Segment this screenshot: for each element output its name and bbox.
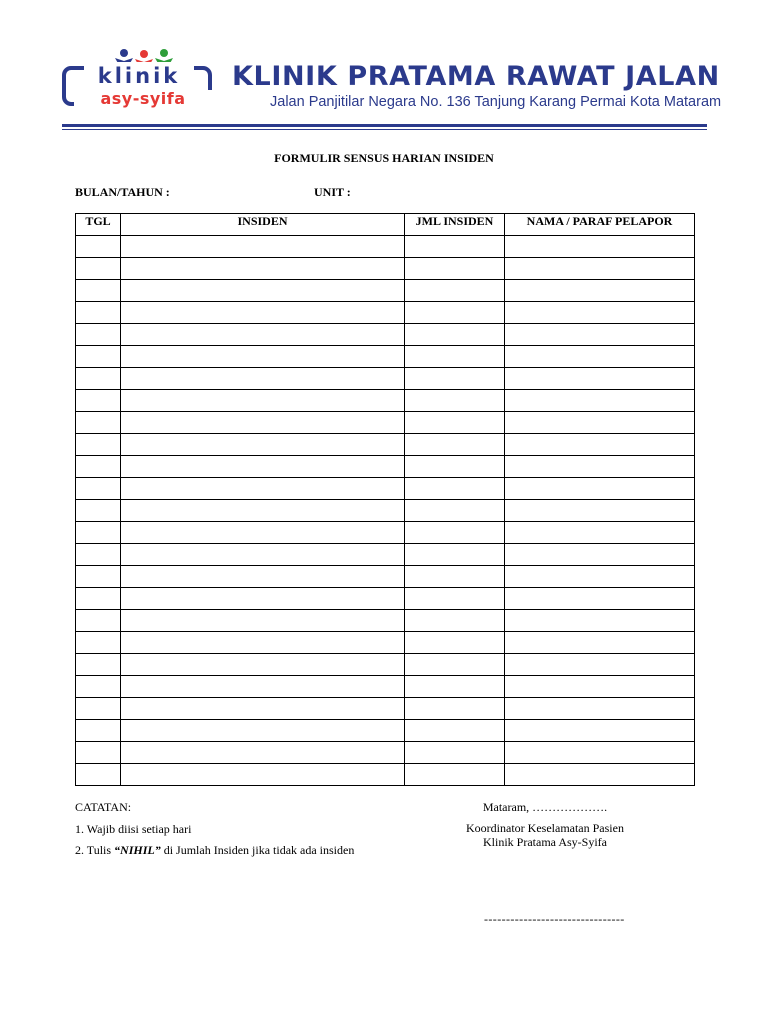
table-row — [76, 280, 695, 302]
cell-date[interactable] — [76, 588, 121, 610]
cell-reporter[interactable] — [505, 654, 695, 676]
cell-incident[interactable] — [121, 610, 405, 632]
table-row — [76, 478, 695, 500]
cell-date[interactable] — [76, 698, 121, 720]
incident-census-table — [75, 213, 695, 786]
table-row — [76, 412, 695, 434]
cell-incident[interactable] — [121, 434, 405, 456]
cell-date[interactable] — [76, 434, 121, 456]
cell-reporter[interactable] — [505, 588, 695, 610]
cell-incident[interactable] — [121, 324, 405, 346]
cell-reporter[interactable] — [505, 280, 695, 302]
cell-incident-count[interactable] — [405, 544, 505, 566]
cell-incident-count[interactable] — [405, 720, 505, 742]
cell-date[interactable] — [76, 610, 121, 632]
cell-incident[interactable] — [121, 478, 405, 500]
notes-heading: CATATAN: — [75, 800, 132, 814]
cell-incident-count[interactable] — [405, 280, 505, 302]
cell-reporter[interactable] — [505, 764, 695, 786]
note-item-2-prefix: 2. Tulis — [75, 843, 115, 857]
signature-line: -------------------------------- — [484, 912, 625, 926]
unit-label: UNIT : — [314, 185, 351, 199]
table-row — [76, 390, 695, 412]
cell-incident-count[interactable] — [405, 742, 505, 764]
header-rule-thick — [62, 124, 707, 127]
signature-role-line-1: Koordinator Keselamatan Pasien — [466, 821, 624, 835]
cell-date[interactable] — [76, 742, 121, 764]
table-row — [76, 346, 695, 368]
cell-reporter[interactable] — [505, 302, 695, 324]
clinic-address: Jalan Panjitilar Negara No. 136 Tanjung Karang Permai Kota Mataram — [270, 94, 722, 110]
logo-subtitle: asy-syifa — [74, 90, 212, 108]
cell-reporter[interactable] — [505, 456, 695, 478]
cell-reporter[interactable] — [505, 368, 695, 390]
table-row — [76, 676, 695, 698]
table-row — [76, 522, 695, 544]
note-item-2 — [75, 840, 354, 861]
cell-incident[interactable] — [121, 522, 405, 544]
cell-incident-count[interactable] — [405, 412, 505, 434]
cell-incident-count[interactable] — [405, 368, 505, 390]
column-header-incident-count: JML INSIDEN — [405, 214, 505, 236]
cell-incident-count[interactable] — [405, 522, 505, 544]
cell-date[interactable] — [76, 236, 121, 258]
cell-reporter[interactable] — [505, 324, 695, 346]
note-item-1: 1. Wajib diisi setiap hari — [75, 822, 192, 836]
cell-reporter[interactable] — [505, 478, 695, 500]
table-row — [76, 610, 695, 632]
cell-date[interactable] — [76, 654, 121, 676]
cell-date[interactable] — [76, 368, 121, 390]
clinic-logo — [60, 48, 218, 112]
cell-incident-count[interactable] — [405, 236, 505, 258]
cell-reporter[interactable] — [505, 632, 695, 654]
cell-date[interactable] — [76, 500, 121, 522]
signature-block — [440, 800, 650, 849]
cell-reporter[interactable] — [505, 610, 695, 632]
cell-date[interactable] — [76, 478, 121, 500]
cell-incident[interactable] — [121, 764, 405, 786]
cell-date[interactable] — [76, 390, 121, 412]
cell-incident-count[interactable] — [405, 654, 505, 676]
cell-reporter[interactable] — [505, 500, 695, 522]
cell-incident[interactable] — [121, 588, 405, 610]
table-row — [76, 368, 695, 390]
cell-incident-count[interactable] — [405, 302, 505, 324]
cell-incident[interactable] — [121, 368, 405, 390]
table-row — [76, 324, 695, 346]
table-body — [76, 236, 695, 786]
table-row — [76, 544, 695, 566]
cell-reporter[interactable] — [505, 676, 695, 698]
cell-reporter[interactable] — [505, 236, 695, 258]
signature-place-date: Mataram, ………………. — [482, 800, 608, 814]
header-rule-thin — [62, 129, 707, 130]
cell-date[interactable] — [76, 676, 121, 698]
table-row — [76, 236, 695, 258]
cell-date[interactable] — [76, 280, 121, 302]
cell-incident[interactable] — [121, 654, 405, 676]
cell-incident[interactable] — [121, 456, 405, 478]
note-item-2-emphasis: “NIHIL” — [114, 843, 161, 857]
cell-date[interactable] — [76, 456, 121, 478]
table-header-row — [76, 214, 695, 236]
note-item-2-suffix: di Jumlah Insiden jika tidak ada insiden — [160, 843, 355, 857]
cell-reporter[interactable] — [505, 258, 695, 280]
cell-incident[interactable] — [121, 544, 405, 566]
cell-incident-count[interactable] — [405, 478, 505, 500]
table-row — [76, 456, 695, 478]
cell-incident-count[interactable] — [405, 632, 505, 654]
cell-incident[interactable] — [121, 236, 405, 258]
cell-date[interactable] — [76, 346, 121, 368]
signature-role-line-2: Klinik Pratama Asy-Syifa — [483, 835, 607, 849]
column-header-incident: INSIDEN — [121, 214, 405, 236]
cell-date[interactable] — [76, 632, 121, 654]
clinic-name: KLINIK PRATAMA RAWAT JALAN — [232, 61, 720, 92]
notes-section — [75, 797, 354, 861]
cell-date[interactable] — [76, 566, 121, 588]
column-header-date: TGL — [76, 214, 121, 236]
cell-incident[interactable] — [121, 500, 405, 522]
cell-reporter[interactable] — [505, 434, 695, 456]
cell-incident-count[interactable] — [405, 324, 505, 346]
cell-incident-count[interactable] — [405, 676, 505, 698]
table-row — [76, 654, 695, 676]
cell-incident[interactable] — [121, 720, 405, 742]
logo-wordmark: klinik — [84, 62, 194, 90]
table-row — [76, 742, 695, 764]
table-row — [76, 434, 695, 456]
cell-incident[interactable] — [121, 258, 405, 280]
table-row — [76, 588, 695, 610]
table-row — [76, 500, 695, 522]
cell-incident-count[interactable] — [405, 764, 505, 786]
cell-date[interactable] — [76, 324, 121, 346]
cell-incident[interactable] — [121, 390, 405, 412]
cell-date[interactable] — [76, 544, 121, 566]
cell-reporter[interactable] — [505, 412, 695, 434]
cell-incident[interactable] — [121, 676, 405, 698]
cell-incident-count[interactable] — [405, 456, 505, 478]
cell-incident-count[interactable] — [405, 588, 505, 610]
cell-reporter[interactable] — [505, 566, 695, 588]
cell-date[interactable] — [76, 522, 121, 544]
cell-incident[interactable] — [121, 698, 405, 720]
cell-incident[interactable] — [121, 566, 405, 588]
month-year-label: BULAN/TAHUN : — [75, 185, 170, 199]
cell-incident[interactable] — [121, 346, 405, 368]
cell-incident-count[interactable] — [405, 698, 505, 720]
cell-reporter[interactable] — [505, 522, 695, 544]
cell-reporter[interactable] — [505, 390, 695, 412]
table-row — [76, 764, 695, 786]
cell-incident[interactable] — [121, 280, 405, 302]
cell-reporter[interactable] — [505, 742, 695, 764]
cell-incident-count[interactable] — [405, 390, 505, 412]
cell-incident-count[interactable] — [405, 610, 505, 632]
cell-incident-count[interactable] — [405, 500, 505, 522]
cell-date[interactable] — [76, 258, 121, 280]
cell-incident[interactable] — [121, 632, 405, 654]
cell-incident-count[interactable] — [405, 566, 505, 588]
cell-reporter[interactable] — [505, 346, 695, 368]
cell-incident[interactable] — [121, 742, 405, 764]
cell-incident-count[interactable] — [405, 258, 505, 280]
cell-date[interactable] — [76, 720, 121, 742]
cell-incident-count[interactable] — [405, 434, 505, 456]
table-row — [76, 720, 695, 742]
form-title: FORMULIR SENSUS HARIAN INSIDEN — [274, 151, 494, 165]
cell-date[interactable] — [76, 764, 121, 786]
table-row — [76, 632, 695, 654]
table-row — [76, 302, 695, 324]
table-row — [76, 566, 695, 588]
cell-incident[interactable] — [121, 412, 405, 434]
table-row — [76, 258, 695, 280]
cell-incident[interactable] — [121, 302, 405, 324]
column-header-reporter: NAMA / PARAF PELAPOR — [505, 214, 695, 236]
cell-incident-count[interactable] — [405, 346, 505, 368]
cell-reporter[interactable] — [505, 544, 695, 566]
cell-date[interactable] — [76, 302, 121, 324]
cell-date[interactable] — [76, 412, 121, 434]
cell-reporter[interactable] — [505, 720, 695, 742]
cell-reporter[interactable] — [505, 698, 695, 720]
table-row — [76, 698, 695, 720]
